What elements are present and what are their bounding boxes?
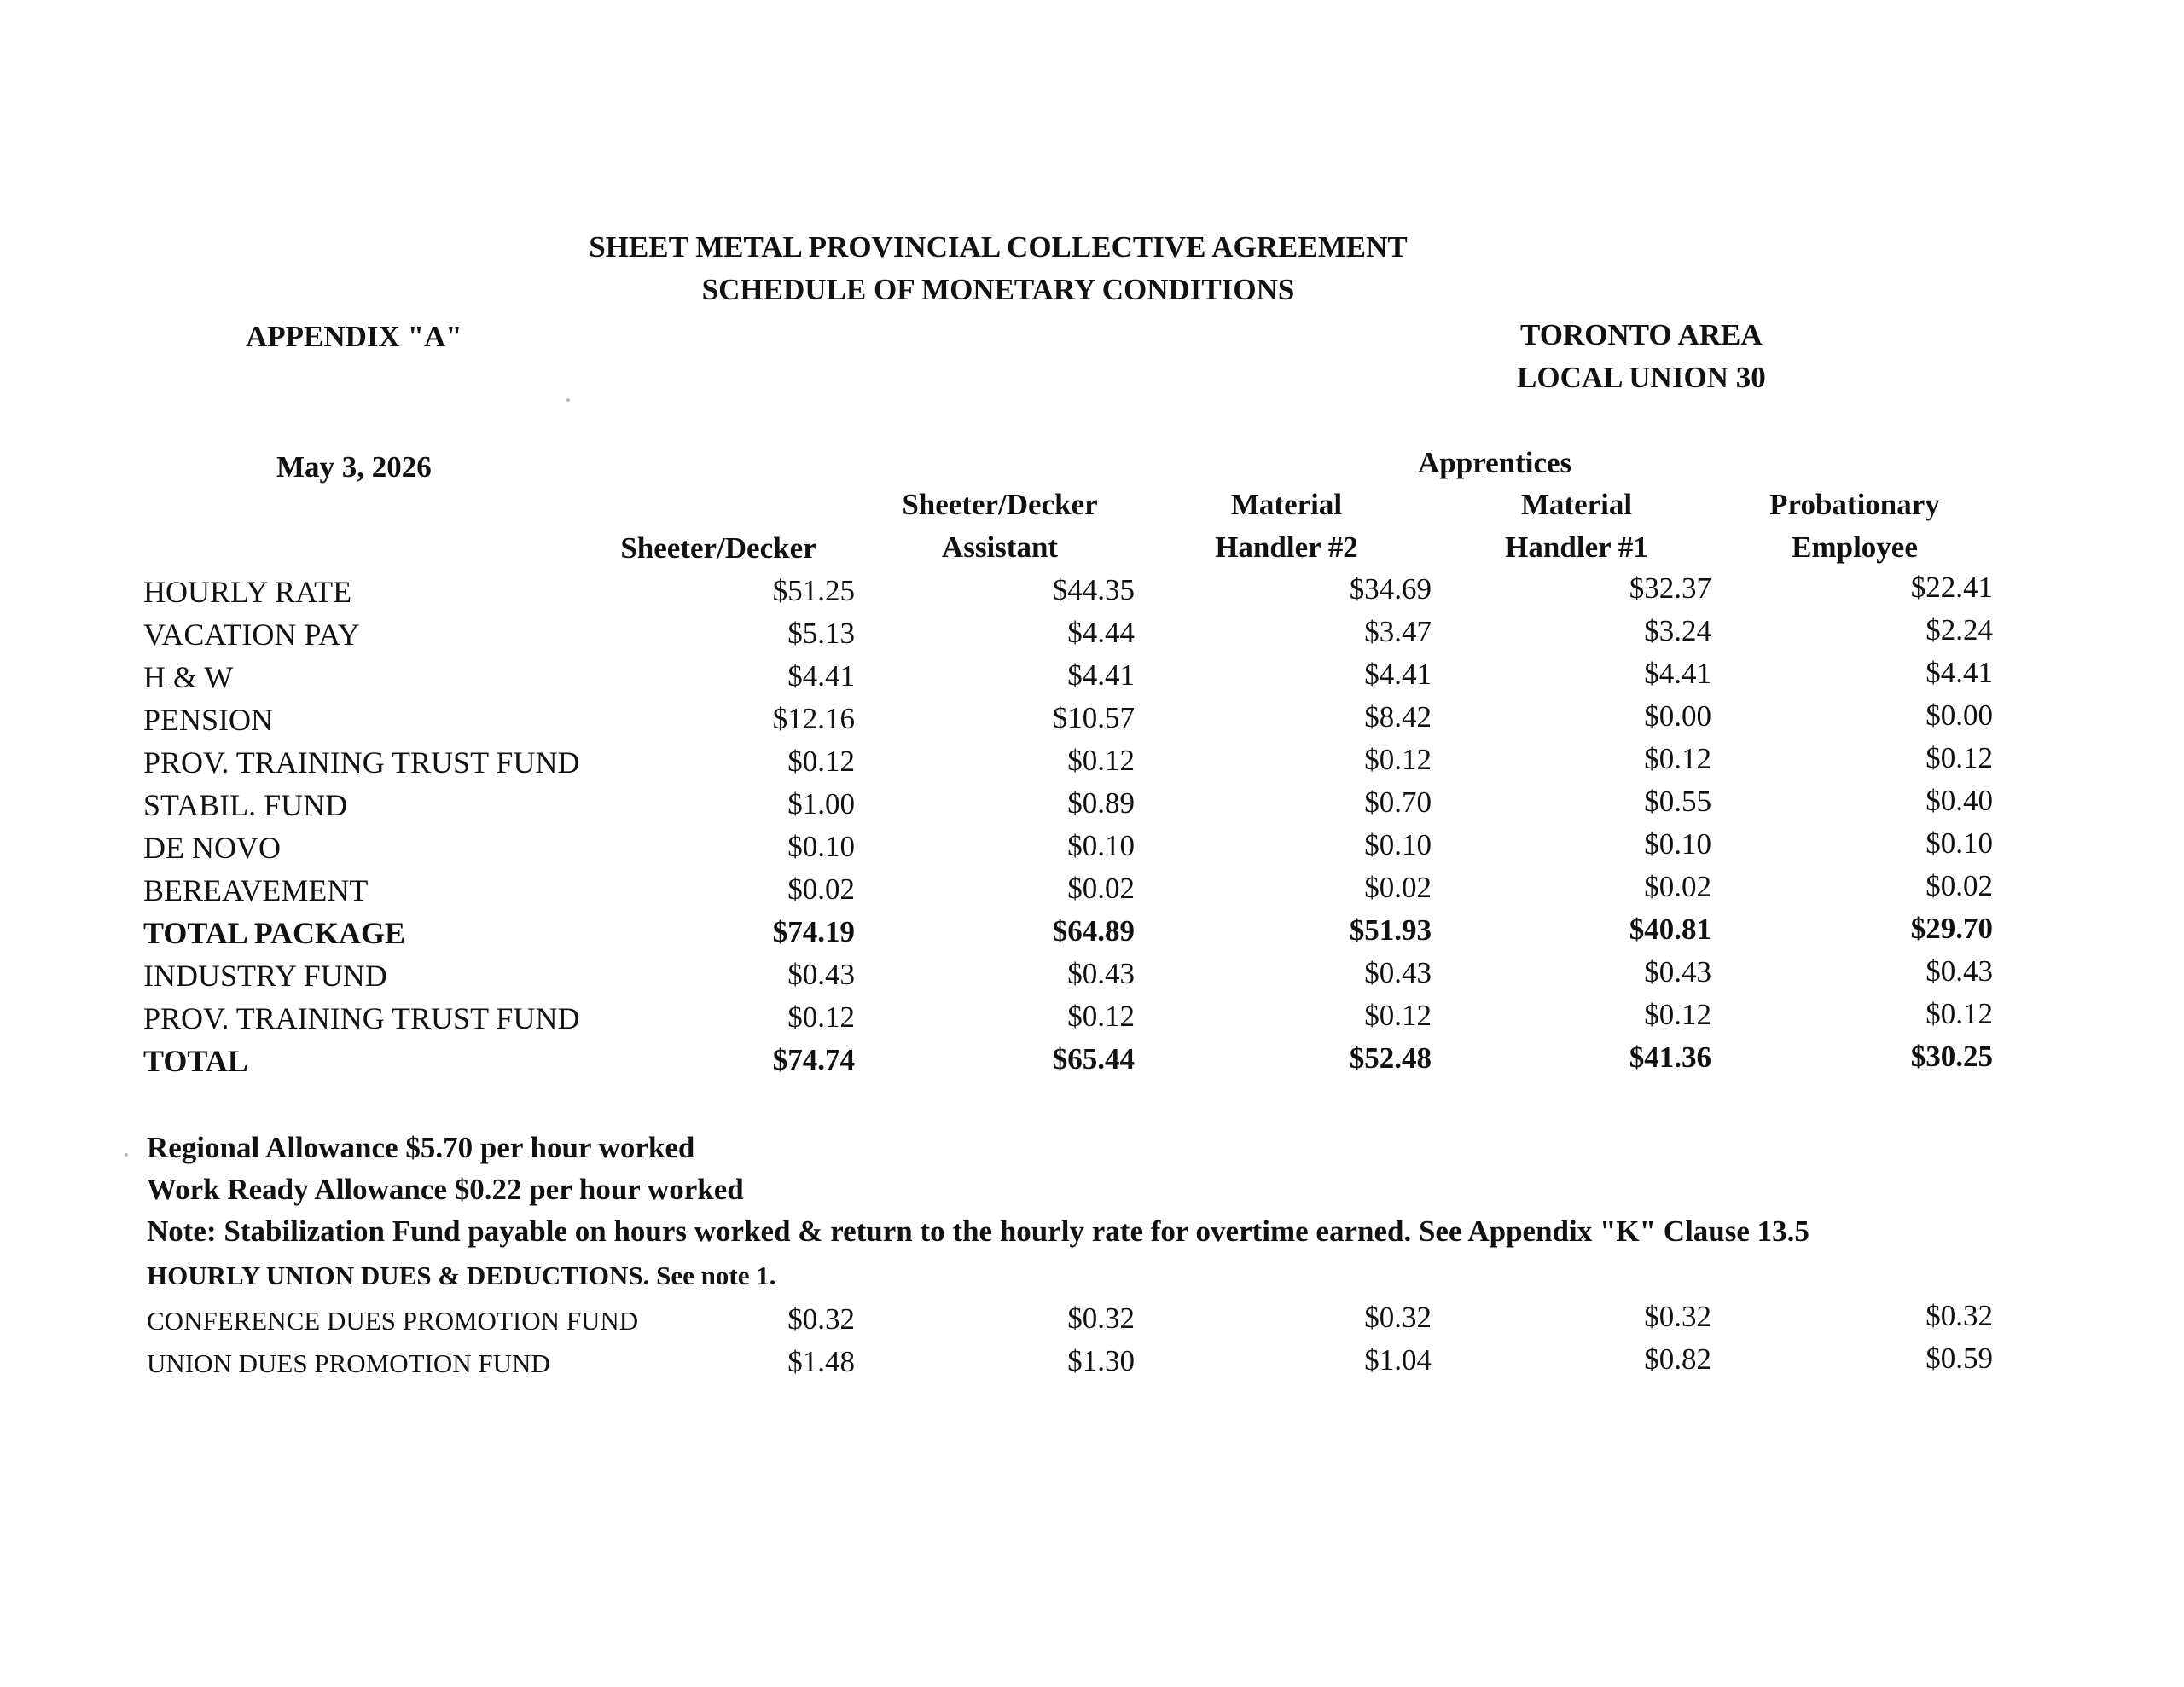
- table-cell: $0.89: [1067, 786, 1135, 820]
- table-cell: $0.70: [1364, 786, 1432, 819]
- dues-cell: $0.32: [787, 1302, 855, 1336]
- row-label: HOURLY RATE: [143, 575, 352, 609]
- table-cell: $4.44: [1067, 616, 1135, 649]
- regional-allowance-note: Regional Allowance $5.70 per hour worked: [147, 1131, 695, 1164]
- table-cell: $44.35: [1052, 573, 1135, 606]
- table-cell: $12.16: [772, 702, 855, 735]
- table-cell: $0.10: [787, 830, 855, 863]
- row-label: VACATION PAY: [143, 617, 360, 652]
- table-cell: $0.12: [1364, 999, 1432, 1032]
- table-cell: $0.43: [1926, 954, 1993, 988]
- table-cell: $0.02: [1926, 869, 1993, 902]
- table-cell: $0.40: [1926, 784, 1993, 817]
- dues-heading-text: HOURLY UNION DUES & DEDUCTIONS.: [147, 1261, 650, 1290]
- table-cell: $4.41: [1067, 658, 1135, 692]
- table-cell: $40.81: [1629, 913, 1711, 946]
- document-title: SHEET METAL PROVINCIAL COLLECTIVE AGREEMENT: [589, 230, 1408, 264]
- row-label: PROV. TRAINING TRUST FUND: [143, 745, 580, 780]
- stabilization-fund-note: Note: Stabilization Fund payable on hours worked & return to the hourly rate for overtime earned. See Appendix "K" Clause 13.5: [147, 1215, 1809, 1248]
- table-cell: $0.12: [787, 745, 855, 778]
- row-label: TOTAL PACKAGE: [143, 916, 406, 950]
- table-cell: $4.41: [787, 659, 855, 693]
- table-cell: $0.02: [1644, 870, 1711, 903]
- table-cell: $0.12: [1926, 741, 1993, 774]
- table-cell: $29.70: [1910, 912, 1993, 945]
- table-cell: $3.47: [1364, 615, 1432, 648]
- table-cell: $0.02: [1364, 871, 1432, 904]
- dues-cell: $0.32: [1364, 1301, 1432, 1334]
- table-cell: $51.93: [1349, 913, 1432, 947]
- scan-speck: [125, 1153, 128, 1157]
- row-label: DE NOVO: [143, 831, 281, 865]
- dues-cell: $0.82: [1644, 1342, 1711, 1376]
- table-cell: $0.43: [1067, 957, 1135, 990]
- column-header-5-line1: Probationary: [1769, 488, 1940, 521]
- dues-cell: $0.59: [1926, 1342, 1993, 1375]
- table-cell: $0.10: [1364, 828, 1432, 861]
- dues-cell: $1.30: [1067, 1344, 1135, 1377]
- table-cell: $4.41: [1644, 657, 1711, 690]
- column-header-5-line2: Employee: [1792, 530, 1918, 564]
- work-ready-allowance-note: Work Ready Allowance $0.22 per hour worked: [147, 1173, 744, 1206]
- table-cell: $0.12: [1364, 743, 1432, 776]
- scan-speck: [566, 398, 570, 402]
- dues-cell: $0.32: [1644, 1300, 1711, 1333]
- column-header-4-line1: Material: [1520, 488, 1633, 521]
- table-cell: $65.44: [1052, 1042, 1135, 1075]
- table-cell: $34.69: [1349, 572, 1432, 606]
- table-cell: $51.25: [772, 574, 855, 607]
- dues-row-label: UNION DUES PROMOTION FUND: [147, 1348, 550, 1378]
- dues-heading-suffix: See note 1.: [656, 1261, 776, 1290]
- table-cell: $10.57: [1052, 701, 1135, 734]
- dues-cell: $0.32: [1926, 1299, 1993, 1332]
- row-label: PROV. TRAINING TRUST FUND: [143, 1001, 580, 1035]
- table-cell: $1.00: [787, 787, 855, 820]
- table-cell: $74.19: [772, 915, 855, 948]
- dues-cell: $1.48: [787, 1345, 855, 1378]
- table-cell: $0.43: [1364, 956, 1432, 989]
- apprentices-group-label: Apprentices: [1418, 446, 1572, 479]
- row-label: STABIL. FUND: [143, 788, 348, 822]
- row-label: H & W: [143, 660, 234, 694]
- table-cell: $22.41: [1910, 571, 1993, 604]
- dues-cell: $1.04: [1364, 1343, 1432, 1377]
- table-cell: $0.12: [1067, 744, 1135, 777]
- table-cell: $0.12: [1067, 1000, 1135, 1033]
- table-cell: $8.42: [1364, 700, 1432, 733]
- dues-cell: $0.32: [1067, 1301, 1135, 1335]
- table-cell: $5.13: [787, 617, 855, 650]
- table-cell: $0.00: [1644, 699, 1711, 733]
- table-cell: $0.43: [1644, 955, 1711, 988]
- table-cell: $64.89: [1052, 914, 1135, 948]
- table-cell: $2.24: [1926, 613, 1993, 646]
- table-cell: $41.36: [1629, 1041, 1711, 1074]
- table-cell: $0.10: [1926, 826, 1993, 860]
- table-cell: $4.41: [1364, 658, 1432, 691]
- table-cell: $3.24: [1644, 614, 1711, 647]
- table-cell: $0.12: [1644, 998, 1711, 1031]
- table-cell: $32.37: [1629, 571, 1711, 605]
- row-label: PENSION: [143, 703, 274, 737]
- column-header-3-line1: Material: [1230, 488, 1343, 521]
- table-cell: $0.02: [1067, 872, 1135, 905]
- column-header-3-line2: Handler #2: [1215, 530, 1358, 564]
- table-cell: $52.48: [1349, 1041, 1432, 1075]
- dues-row-label: CONFERENCE DUES PROMOTION FUND: [147, 1306, 639, 1336]
- table-cell: $74.74: [772, 1043, 855, 1076]
- table-cell: $0.55: [1644, 785, 1711, 818]
- table-cell: $4.41: [1926, 656, 1993, 689]
- appendix-label: APPENDIX "A": [246, 320, 462, 353]
- table-cell: $0.10: [1067, 829, 1135, 862]
- table-cell: $0.12: [1926, 997, 1993, 1030]
- table-cell: $0.10: [1644, 827, 1711, 861]
- column-header-1-line2: Sheeter/Decker: [620, 531, 816, 565]
- effective-date: May 3, 2026: [276, 450, 432, 484]
- table-cell: $0.00: [1926, 699, 1993, 732]
- local-union-label: LOCAL UNION 30: [1517, 361, 1766, 394]
- table-cell: $0.12: [1644, 742, 1711, 775]
- column-header-4-line2: Handler #1: [1505, 530, 1648, 564]
- dues-heading: [147, 1261, 775, 1291]
- table-cell: $30.25: [1910, 1040, 1993, 1073]
- column-header-2-line2: Assistant: [941, 530, 1059, 564]
- area-label: TORONTO AREA: [1520, 318, 1763, 351]
- table-cell: $0.12: [787, 1000, 855, 1034]
- document-subtitle: SCHEDULE OF MONETARY CONDITIONS: [701, 273, 1295, 306]
- row-label: TOTAL: [143, 1044, 248, 1078]
- table-cell: $0.43: [787, 958, 855, 991]
- row-label: INDUSTRY FUND: [143, 959, 387, 993]
- row-label: BEREAVEMENT: [143, 873, 369, 907]
- column-header-2-line1: Sheeter/Decker: [902, 488, 1098, 521]
- table-cell: $0.02: [787, 872, 855, 906]
